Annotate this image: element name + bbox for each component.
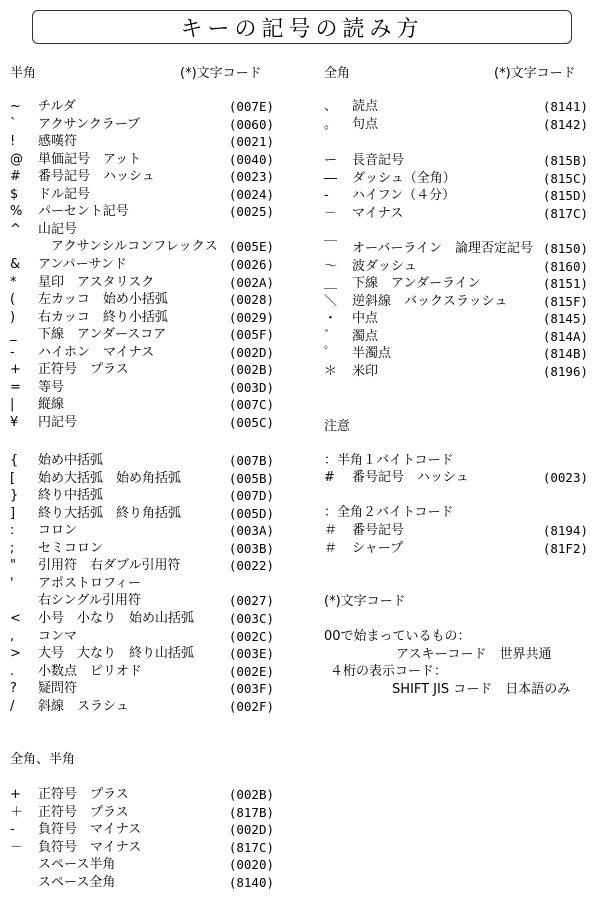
row-symbol: ・ [324,311,338,327]
row-code: (0022) [228,558,274,574]
list-row [10,628,274,645]
row-symbol: - [10,344,15,360]
row-code: (002D) [228,822,274,838]
row-label: 左カッコ 始め小括弧 [38,292,168,308]
row-label: 米印 [352,363,379,379]
row-symbol: ＿ [324,276,338,292]
row-symbol: 、 [324,99,338,114]
row-symbol: ^ [10,221,21,237]
list-row [10,874,274,891]
row-code: (0029) [228,309,274,325]
row-code: (002B) [228,362,274,378]
row-code: (0060) [228,116,274,132]
list-row [10,309,274,326]
list-row [10,238,274,255]
row-label: ハイホン マイナス [38,344,155,360]
list-row [324,240,588,257]
row-code: (003C) [228,610,274,626]
row-symbol: / [10,698,15,714]
row-symbol: % [10,204,23,220]
row-code: (002B) [228,787,274,802]
list-row [10,592,274,609]
code-note-header: (*)文字コード [324,594,406,609]
row-code: (0027) [228,593,274,609]
row-code: (814A) [542,328,588,344]
row-code: (007E) [228,99,274,114]
row-code: (002C) [228,628,274,644]
row-code: (0023) [542,470,588,485]
list-row [10,645,274,662]
row-label: 波ダッシュ [352,258,417,274]
row-symbol: ~ [10,99,21,114]
row-label: シャープ [352,540,404,556]
row-label: 円記号 [38,414,78,430]
row-label: 終り大括弧 終り角括弧 [38,505,182,521]
row-label: 右カッコ 終り小括弧 [38,309,168,325]
row-symbol: < [10,610,21,626]
row-symbol: * [10,274,17,290]
row-symbol: _ [10,327,17,343]
list-row [10,344,274,361]
notes-half-title: ：半角１バイトコード [324,453,454,468]
list-row [10,663,274,680]
list-row [10,505,274,522]
list-row [324,205,588,222]
list-row [10,522,274,539]
list-row [10,452,274,469]
row-symbol: － [324,205,338,221]
row-label: 負符号 マイナス [38,822,142,838]
row-code: (8140) [228,874,274,890]
row-code: (002F) [228,698,274,714]
row-label: 縦線 [38,397,65,413]
row-symbol: ＊ [324,363,338,379]
row-code: (003E) [228,646,274,662]
row-code: (8196) [542,363,588,379]
row-label: 番号記号 [352,523,405,538]
row-symbol: [ [10,470,16,486]
row-symbol: , [10,628,15,644]
row-symbol: ＃ [324,540,338,556]
code-note-line2: アスキーコード 世界共通 [396,647,552,662]
row-code: (0025) [228,204,274,220]
row-label: アクサンクラーブ [38,116,141,132]
row-symbol: ＼ [324,293,338,309]
row-code: (0021) [228,134,274,150]
row-label: パーセント記号 [38,204,129,220]
row-symbol: ? [10,681,17,697]
row-symbol: ; [10,540,15,556]
list-row [10,786,274,803]
list-row [10,856,274,873]
row-code: (8150) [542,241,588,256]
zenkaku-code-header: (*)文字コード [494,66,576,81]
list-row [10,680,274,697]
list-row [10,186,274,203]
list-row [10,839,274,856]
row-symbol: ‐ [324,188,329,204]
row-label: 番号記号 ハッシュ [38,169,155,185]
row-code: (8160) [542,258,588,274]
row-label: 感嘆符 [38,134,78,150]
row-label: 引用符 右ダブル引用符 [38,558,181,574]
list-row [10,610,274,627]
row-code: (0040) [228,151,274,167]
list-row [10,821,274,838]
row-code: (002D) [228,344,274,360]
list-row [324,540,588,557]
row-symbol: ＋ [10,804,24,820]
row-label: 等号 [38,379,65,395]
row-label: 正符号 プラス [38,787,129,802]
row-symbol: － [10,839,24,855]
row-label: 星印 アスタリスク [38,274,155,290]
notes-full-title: ：全角２バイトコード [324,505,454,520]
hankaku-code-header: (*)文字コード [180,66,262,81]
row-symbol: + [10,787,21,802]
row-label: 右シングル引用符 [38,593,142,609]
list-row [10,470,274,487]
row-code: (002E) [228,663,274,679]
list-row [324,328,588,345]
list-row [10,291,274,308]
row-label: 正符号 プラス [38,362,129,378]
row-code: (8145) [542,311,588,327]
list-row [324,98,588,115]
row-label: 大号 大なり 終り山括弧 [38,646,195,662]
row-label: 始め大括弧 始め角括弧 [38,470,182,486]
row-code: (0028) [228,292,274,308]
row-label: 負符号 マイナス [38,839,142,855]
row-symbol: ゜ [324,346,338,362]
row-symbol: ― [324,170,337,186]
row-label: 正符号 プラス [38,804,129,820]
row-label: 斜線 スラシュ [38,698,129,714]
row-label: 山記号 [38,221,78,237]
row-symbol: ¥ [10,414,19,430]
row-symbol: # [10,169,21,185]
row-code: (817C) [542,205,588,221]
list-row [10,487,274,504]
list-row [324,258,588,275]
row-code: (815F) [542,293,588,309]
row-symbol: ー [324,153,338,168]
row-symbol: ゛ [324,328,338,344]
row-symbol: . [10,663,15,679]
both-header: 全角、半角 [10,752,76,767]
row-code: (0026) [228,256,274,272]
row-label: ダッシュ（全角） [352,170,456,186]
list-row [10,698,274,715]
row-code: (007D) [228,488,274,504]
row-label: 中点 [352,311,379,327]
row-label: 読点 [352,99,379,114]
row-code: (817B) [228,804,274,820]
row-label: アポストロフィー [38,575,141,591]
row-symbol: - [10,822,15,838]
row-label: スペース半角 [38,857,116,873]
row-code: (8151) [542,276,588,292]
row-code: (0024) [228,186,274,202]
row-label: 長音記号 [352,153,405,168]
list-row [324,116,588,133]
list-row [324,187,588,204]
row-code: (005E) [228,239,274,255]
row-label: チルダ [38,99,76,114]
row-code: (002A) [228,274,274,290]
row-label: 終り中括弧 [38,488,104,504]
row-label: 疑問符 [38,681,78,697]
row-symbol: 。 [324,116,338,132]
row-code: (815C) [542,170,588,186]
row-symbol: $ [10,186,19,202]
row-label: アクサンシルコンフレックス [38,239,218,255]
list-row [10,379,274,396]
row-symbol: # [324,470,335,485]
row-code: (815D) [542,188,588,204]
row-label: アンパーサンド [38,256,127,272]
row-code: (003D) [228,379,274,395]
list-row [10,326,274,343]
row-symbol: ( [10,292,16,308]
row-label: コロン [38,523,78,539]
list-row [10,151,274,168]
row-symbol: ! [10,134,16,150]
row-code: (007B) [228,453,274,468]
row-code: (817C) [228,839,274,855]
notes-half-row [324,469,588,486]
row-symbol: " [10,558,16,574]
list-row [10,256,274,273]
row-label: オーバーライン 論理否定記号 [352,241,533,256]
row-code: (007C) [228,397,274,413]
row-code: (8141) [542,99,588,114]
list-row [10,221,274,238]
row-symbol: = [10,379,21,395]
row-symbol: ＃ [324,523,338,538]
hankaku-header: 半角 [10,66,37,81]
row-code: (0020) [228,857,274,873]
row-label: 番号記号 ハッシュ [352,470,469,485]
row-code: (8194) [542,523,588,538]
code-note-line4: SHIFT JIS コード 日本語のみ [392,682,571,697]
row-symbol: ` [10,116,17,132]
row-symbol: ) [10,309,16,325]
row-label: 下線 アンダースコア [38,327,167,343]
row-symbol: ] [10,505,16,521]
code-note-line1: 00で始まっているもの： [324,629,471,644]
row-symbol: | [10,397,15,413]
row-code: (815B) [542,153,588,168]
list-row [324,363,588,380]
row-code: (005C) [228,414,274,430]
row-symbol: @ [10,151,23,167]
row-code: (003A) [228,523,274,539]
row-label: ハイフン（４分） [352,188,456,204]
list-row [10,274,274,291]
row-symbol: { [10,453,19,468]
list-row [10,361,274,378]
row-symbol: > [10,646,21,662]
row-code: (81F2) [542,540,588,556]
list-row [10,575,274,592]
row-symbol: ' [10,575,14,591]
list-row [324,522,588,539]
list-row [324,310,588,327]
row-code: (0023) [228,169,274,185]
row-label: ドル記号 [38,186,91,202]
row-code: (8142) [542,116,588,132]
row-symbol: } [10,488,19,504]
list-row [10,396,274,413]
notes-header: 注意 [324,419,351,434]
row-label: 逆斜線 バックスラッシュ [352,293,508,309]
list-row [10,557,274,574]
list-row [10,116,274,133]
row-label: コンマ [38,628,78,644]
row-label: スペース全角 [38,874,116,890]
row-code: (005F) [228,327,274,343]
row-label: 句点 [352,116,379,132]
row-symbol: : [10,523,15,539]
row-label: 小数点 ピリオド [38,663,142,679]
list-row [324,275,588,292]
list-row [10,804,274,821]
list-row [324,152,588,169]
page-title: キーの記号の読み方 [32,10,572,44]
row-label: 半濁点 [352,346,392,362]
row-code: (003B) [228,540,274,556]
code-note-line3: ４桁の表示コード： [330,664,448,679]
row-label: 始め中括弧 [38,453,104,468]
row-code: (005D) [228,505,274,521]
list-row [10,98,274,115]
row-label: 下線 アンダーライン [352,276,481,292]
row-symbol: + [10,362,21,378]
row-symbol: ￣ [324,241,338,256]
row-label: 小号 小なり 始め山括弧 [38,610,195,626]
list-row [324,345,588,362]
list-row [324,293,588,310]
row-label: 濁点 [352,328,379,344]
row-label: マイナス [352,205,404,221]
row-label: セミコロン [38,540,104,556]
row-code: (003F) [228,681,274,697]
row-symbol: ～ [324,258,338,274]
row-code: (005B) [228,470,274,486]
list-row [10,540,274,557]
row-symbol: & [10,256,21,272]
row-label: 単価記号 アット [38,151,142,167]
list-row [324,170,588,187]
list-row [10,414,274,431]
list-row [10,203,274,220]
list-row [10,168,274,185]
row-code: (814B) [542,346,588,362]
zenkaku-header: 全角 [324,66,351,81]
list-row [10,133,274,150]
